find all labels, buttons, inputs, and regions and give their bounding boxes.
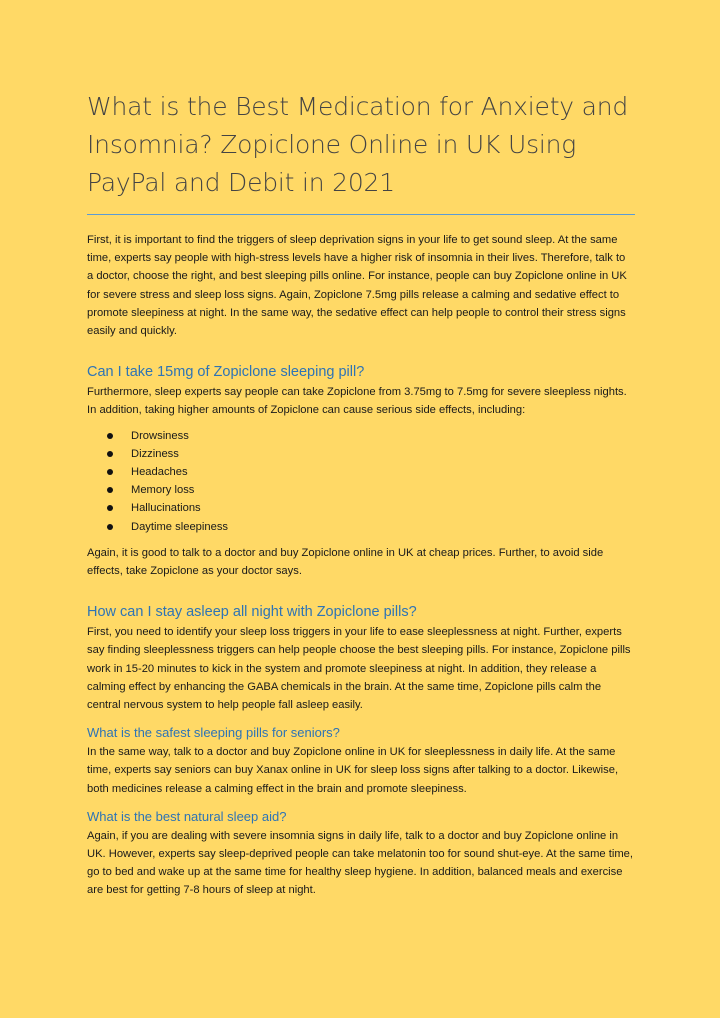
list-item-text: Hallucinations: [131, 502, 201, 515]
list-item-text: Dizziness: [131, 447, 179, 460]
side-effects-list: [87, 427, 634, 536]
intro-paragraph: First, it is important to find the triggers of sleep deprivation signs in your life to get sound sleep. At the same time, experts say people with high-stress levels have a higher risk of insomnia in their lives. Therefore, talk to a doctor, choose the right, and best sleeping pills online. For instance, people can buy Zopiclone online in UK for severe stress and sleep loss signs. Again, Zopiclone 7.5mg pills release a calming and sedative effect to promote sleepiness at night. In the same way, the sedative effect can help people to control their stress signs easily and quickly.: [87, 234, 627, 338]
section-15mg: [87, 362, 634, 580]
list-item-text: Headaches: [131, 466, 188, 479]
list-item: [107, 445, 634, 463]
section-heading: How can I stay asleep all night with Zopiclone pills?: [87, 604, 417, 621]
list-item: [107, 518, 634, 536]
bullet-icon: [107, 469, 113, 475]
list-item: [107, 499, 634, 517]
list-item-text: Memory loss: [131, 484, 195, 497]
bullet-icon: [107, 524, 113, 530]
section-natural-aid: [87, 808, 634, 900]
bullet-icon: [107, 433, 113, 439]
section-heading: What is the best natural sleep aid?: [87, 808, 287, 824]
bullet-icon: [107, 505, 113, 511]
page-title: What is the Best Medication for Anxiety and Insomnia? Zopiclone Online in UK Using PayPal and Debit in 2021: [87, 92, 629, 197]
section-seniors: [87, 724, 634, 798]
list-item-text: Drowsiness: [131, 429, 189, 442]
list-item: [107, 463, 634, 481]
title-underline: [87, 214, 635, 215]
section-paragraph: Again, if you are dealing with severe insomnia signs in daily life, talk to a doctor and buy Zopiclone online in UK. However, experts say sleep-deprived people can take melatonin too for sound shut-eye. At the same time, go to bed and wake up at the same time for healthy sleep hygiene. In addition, balanced meals and exercise are best for getting 7-8 hours of sleep at night.: [87, 829, 633, 897]
section-paragraph: First, you need to identify your sleep loss triggers in your life to ease sleeplessness at night. Further, experts say finding sleeplessness triggers can help people choose the best sleeping pills. For instance, Zopiclone pills work in 15-20 minutes to kick in the system and promote sleepiness at night. In addition, they release a calming effect by enhancing the GABA chemicals in the brain. At the same time, Zopiclone pills calm the central nervous system to help people fall asleep easily.: [87, 626, 631, 712]
section-stay-asleep: [87, 602, 634, 714]
section-paragraph: In the same way, talk to a doctor and buy Zopiclone online in UK for sleeplessness in daily life. At the same time, experts say seniors can buy Xanax online in UK for sleep loss signs after talking to a doctor. Likewise, both medicines release a calming effect in the brain and promote sleepiness.: [87, 746, 619, 795]
list-item: [107, 481, 634, 499]
bullet-icon: [107, 487, 113, 493]
section-paragraph-after: Again, it is good to talk to a doctor and buy Zopiclone online in UK at cheap prices. Further, to avoid side effects, take Zopiclone as your doctor says.: [87, 546, 604, 578]
section-heading: Can I take 15mg of Zopiclone sleeping pill?: [87, 364, 365, 381]
list-item: [107, 427, 634, 445]
bullet-icon: [107, 451, 113, 457]
list-item-text: Daytime sleepiness: [131, 520, 229, 533]
section-heading: What is the safest sleeping pills for seniors?: [87, 725, 340, 741]
section-paragraph: Furthermore, sleep experts say people can take Zopiclone from 3.75mg to 7.5mg for severe sleepless nights. In addition, taking higher amounts of Zopiclone can cause serious side effects, including:: [87, 386, 627, 417]
